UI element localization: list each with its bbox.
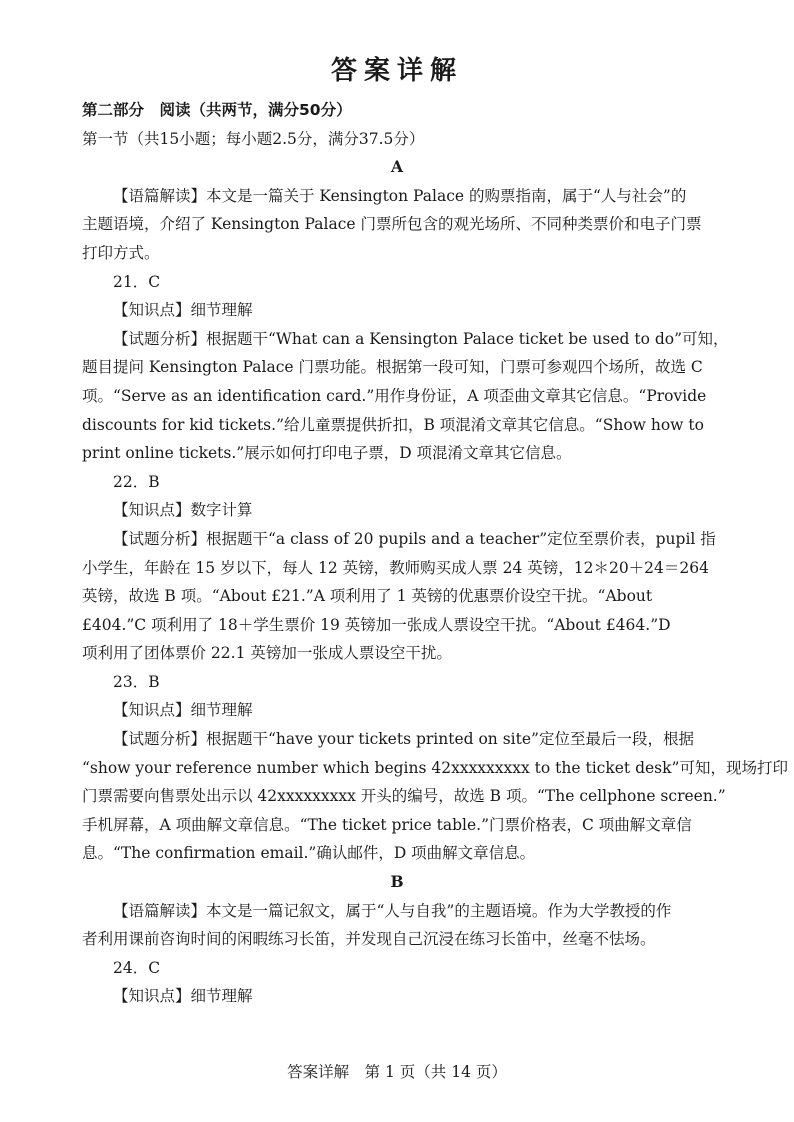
q22-knowledge-point: 【知识点】数字计算 <box>113 501 253 520</box>
q24-answer: 24．C <box>113 958 161 977</box>
page-title: 答案详解 <box>330 56 463 86</box>
q23-answer: 23．B <box>113 672 160 691</box>
q23-analysis-line: 【试题分析】根据题干“have your tickets printed on site”定位至最后一段，根据 <box>113 730 694 749</box>
passage-b-overview-line: 【语篇解读】本文是一篇记叙文，属于“人与自我”的主题语境。作为大学教授的作 <box>113 901 672 920</box>
passage-a-overview-line: 主题语境，介绍了 Kensington Palace 门票所包含的观光场所、不同种类票价和电子门票 <box>82 215 702 234</box>
content-body <box>82 96 788 1011</box>
q22-answer: 22．B <box>113 472 160 491</box>
q21-analysis-line: discounts for kid tickets.”给儿童票提供折扣，B 项混淆文章其它信息。“Show how to <box>82 415 704 434</box>
q23-analysis-line: “show your reference number which begins 42xxxxxxxxx to the ticket desk”可知，现场打印 <box>82 758 788 777</box>
q21-analysis-line: print online tickets.”展示如何打印电子票，D 项混淆文章其它信息。 <box>82 444 572 463</box>
q21-answer: 21．C <box>113 272 161 291</box>
q23-analysis-line: 手机屏幕，A 项曲解文章信息。“The ticket price table.”门票价格表，C 项曲解文章信 <box>82 815 692 834</box>
passage-a-overview-line: 【语篇解读】本文是一篇关于 Kensington Palace 的购票指南，属于“人与社会”的 <box>113 186 687 205</box>
q21-analysis-line: 题目提问 Kensington Palace 门票功能。根据第一段可知，门票可参观四个场所，故选 C <box>82 358 703 377</box>
passage-a-label: A <box>390 157 404 177</box>
q22-analysis-line: 英镑，故选 B 项。“About £21.”A 项利用了 1 英镑的优惠票价设空干扰。“About <box>82 587 653 606</box>
q21-knowledge-point: 【知识点】细节理解 <box>113 301 253 320</box>
q21-analysis-line: 项。“Serve as an identification card.”用作身份证，A 项歪曲文章其它信息。“Provide <box>82 386 707 405</box>
q22-analysis-line: 小学生，年龄在 15 岁以下，每人 12 英镑，教师购买成人票 24 英镑，12＊20＋24＝264 <box>82 558 709 577</box>
q23-analysis-line: 门票需要向售票处出示以 42xxxxxxxxx 开头的编号，故选 B 项。“The cellphone screen.” <box>82 787 726 806</box>
section-heading: 第一节（共15小题；每小题2.5分，满分37.5分） <box>82 129 425 148</box>
q24-knowledge-point: 【知识点】细节理解 <box>113 987 253 1006</box>
q22-analysis-line: 项利用了团体票价 22.1 英镑加一张成人票设空干扰。 <box>82 644 452 663</box>
page-footer: 答案详解 第 1 页（共 14 页） <box>287 1063 507 1081</box>
q21-analysis-line: 【试题分析】根据题干“What can a Kensington Palace ticket be used to do”可知， <box>113 329 729 348</box>
passage-b-label: B <box>390 872 404 892</box>
passage-a-overview-line: 打印方式。 <box>82 243 160 262</box>
q23-analysis-line: 息。“The confirmation email.”确认邮件，D 项曲解文章信息。 <box>82 844 536 863</box>
q22-analysis-line: £404.”C 项利用了 18＋学生票价 19 英镑加一张成人票设空干扰。“About £464.”D <box>82 615 671 634</box>
passage-b-overview-line: 者利用课前咨询时间的闲暇练习长笛，并发现自己沉浸在练习长笛中，丝毫不怯场。 <box>82 930 656 949</box>
part-heading: 第二部分 阅读（共两节，满分50分） <box>82 101 352 119</box>
q23-knowledge-point: 【知识点】细节理解 <box>113 701 253 720</box>
q22-analysis-line: 【试题分析】根据题干“a class of 20 pupils and a teacher”定位至票价表，pupil 指 <box>113 529 716 548</box>
